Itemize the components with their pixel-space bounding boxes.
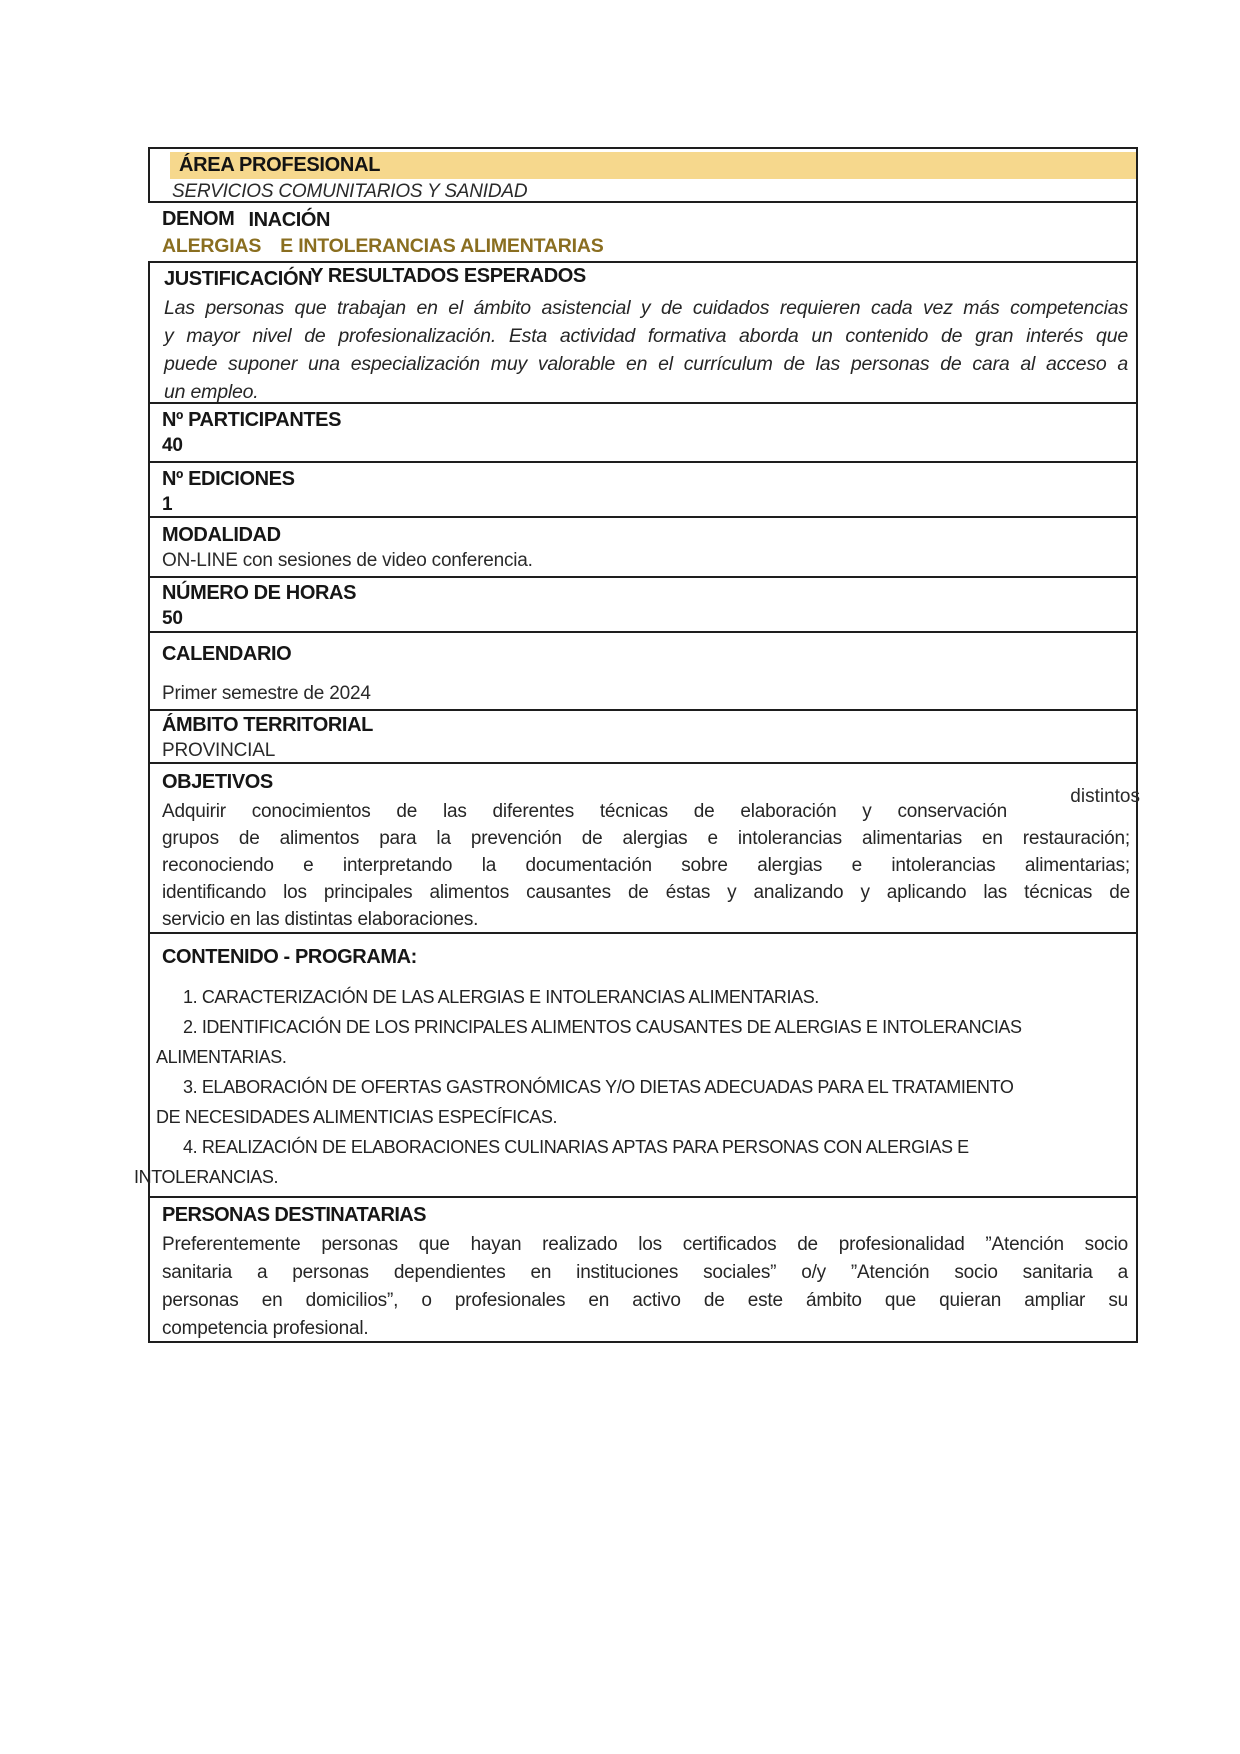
- contenido-item: 4. REALIZACIÓN DE ELABORACIONES CULINARIAS APTAS PARA PERSONAS CON ALERGIAS E: [183, 1137, 969, 1157]
- personas-destinatarias-paragraph: [162, 1231, 1128, 1343]
- denominacion-value: [162, 235, 1130, 258]
- section-personas-destinatarias: [148, 1196, 1138, 1343]
- modalidad-value: ON-LINE con sesiones de video conferencia.: [162, 550, 533, 571]
- contenido-item-continuation: DE NECESIDADES ALIMENTICIAS ESPECÍFICAS.: [156, 1107, 558, 1127]
- section-numero-horas: [148, 578, 1138, 633]
- section-modalidad: [148, 518, 1138, 578]
- objetivos-line: servicio en las distintas elaboraciones.: [162, 909, 479, 930]
- objetivos-paragraph: [162, 798, 1130, 933]
- denominacion-label-part2: INACIÓN: [248, 209, 331, 231]
- area-profesional-label: ÁREA PROFESIONAL: [179, 154, 381, 176]
- ediciones-label: Nº EDICIONES: [162, 468, 295, 490]
- modalidad-label: MODALIDAD: [162, 524, 281, 546]
- area-profesional-value: SERVICIOS COMUNITARIOS Y SANIDAD: [172, 181, 528, 202]
- section-participantes: [148, 404, 1138, 463]
- justificacion-line: y mayor nivel de profesionalización. Esta actividad formativa aborda un contenido de gran interés que: [164, 325, 1128, 347]
- denominacion-label: [162, 208, 1130, 231]
- personas-line: competencia profesional.: [162, 1318, 369, 1339]
- objetivos-floating-word: distintos: [1070, 786, 1140, 807]
- denominacion-value-part2: E INTOLERANCIAS ALIMENTARIAS: [280, 235, 604, 257]
- justificacion-label: [164, 265, 1128, 291]
- denominacion-label-part1: DENOM: [162, 208, 235, 230]
- numero-horas-label: NÚMERO DE HORAS: [162, 582, 357, 604]
- contenido-programa-list: [134, 982, 1130, 1192]
- objetivos-label: OBJETIVOS: [162, 771, 273, 793]
- section-calendario: [148, 633, 1138, 711]
- justificacion-line: un empleo.: [164, 381, 259, 403]
- contenido-item: 3. ELABORACIÓN DE OFERTAS GASTRONÓMICAS Y/O DIETAS ADECUADAS PARA EL TRATAMIENTO: [183, 1077, 1014, 1097]
- section-contenido-programa: [134, 934, 1138, 1196]
- section-area-profesional: [148, 147, 1138, 203]
- ambito-territorial-label: ÁMBITO TERRITORIAL: [162, 714, 373, 736]
- objetivos-line: reconociendo e interpretando la documentación sobre alergias e intolerancias alimentarias;: [162, 855, 1130, 876]
- justificacion-paragraph: [164, 294, 1128, 406]
- participantes-label: Nº PARTICIPANTES: [162, 409, 342, 431]
- objetivos-line: identificando los principales alimentos causantes de éstas y analizando y aplicando las técnicas de: [162, 882, 1130, 903]
- objetivos-line: grupos de alimentos para la prevención de alergias e intolerancias alimentarias en restauración;: [162, 828, 1130, 849]
- justificacion-label-part1: JUSTIFICACIÓN: [164, 268, 313, 290]
- justificacion-line: puede suponer una especialización muy valorable en el currículum de las personas de cara al acceso a: [164, 353, 1128, 375]
- area-profesional-highlight: [170, 152, 1136, 179]
- justificacion-line: Las personas que trabajan en el ámbito asistencial y de cuidados requieren cada vez más competencias: [164, 297, 1128, 319]
- personas-line: sanitaria a personas dependientes en instituciones sociales” o/y ”Atención socio sanitaria a: [162, 1262, 1128, 1283]
- personas-destinatarias-label: PERSONAS DESTINATARIAS: [162, 1204, 426, 1226]
- section-ambito-territorial: [148, 711, 1138, 764]
- calendario-value: Primer semestre de 2024: [162, 683, 371, 704]
- course-info-table: [134, 147, 1140, 1343]
- denominacion-value-part1: ALERGIAS: [162, 235, 262, 257]
- contenido-item: 2. IDENTIFICACIÓN DE LOS PRINCIPALES ALIMENTOS CAUSANTES DE ALERGIAS E INTOLERANCIAS: [183, 1017, 1022, 1037]
- contenido-item-continuation: INTOLERANCIAS.: [134, 1167, 279, 1187]
- personas-line: Preferentemente personas que hayan realizado los certificados de profesionalidad ”Atención socio: [162, 1234, 1128, 1255]
- personas-line: personas en domicilios”, o profesionales en activo de este ámbito que quieran ampliar su: [162, 1290, 1128, 1311]
- section-ediciones: [148, 463, 1138, 518]
- numero-horas-value: 50: [162, 608, 183, 629]
- contenido-programa-label: CONTENIDO - PROGRAMA:: [162, 946, 417, 968]
- contenido-item-continuation: ALIMENTARIAS.: [156, 1047, 287, 1067]
- participantes-value: 40: [162, 435, 183, 456]
- contenido-item: 1. CARACTERIZACIÓN DE LAS ALERGIAS E INTOLERANCIAS ALIMENTARIAS.: [183, 987, 819, 1007]
- objetivos-line: Adquirir conocimientos de las diferentes técnicas de elaboración y conservación: [162, 801, 1007, 822]
- calendario-label: CALENDARIO: [162, 643, 292, 665]
- section-denominacion: [148, 203, 1138, 261]
- justificacion-label-part2: Y RESULTADOS ESPERADOS: [310, 265, 586, 287]
- ediciones-value: 1: [162, 494, 173, 515]
- ambito-territorial-value: PROVINCIAL: [162, 740, 276, 761]
- section-justificacion: [148, 261, 1138, 404]
- section-objetivos: [148, 764, 1138, 934]
